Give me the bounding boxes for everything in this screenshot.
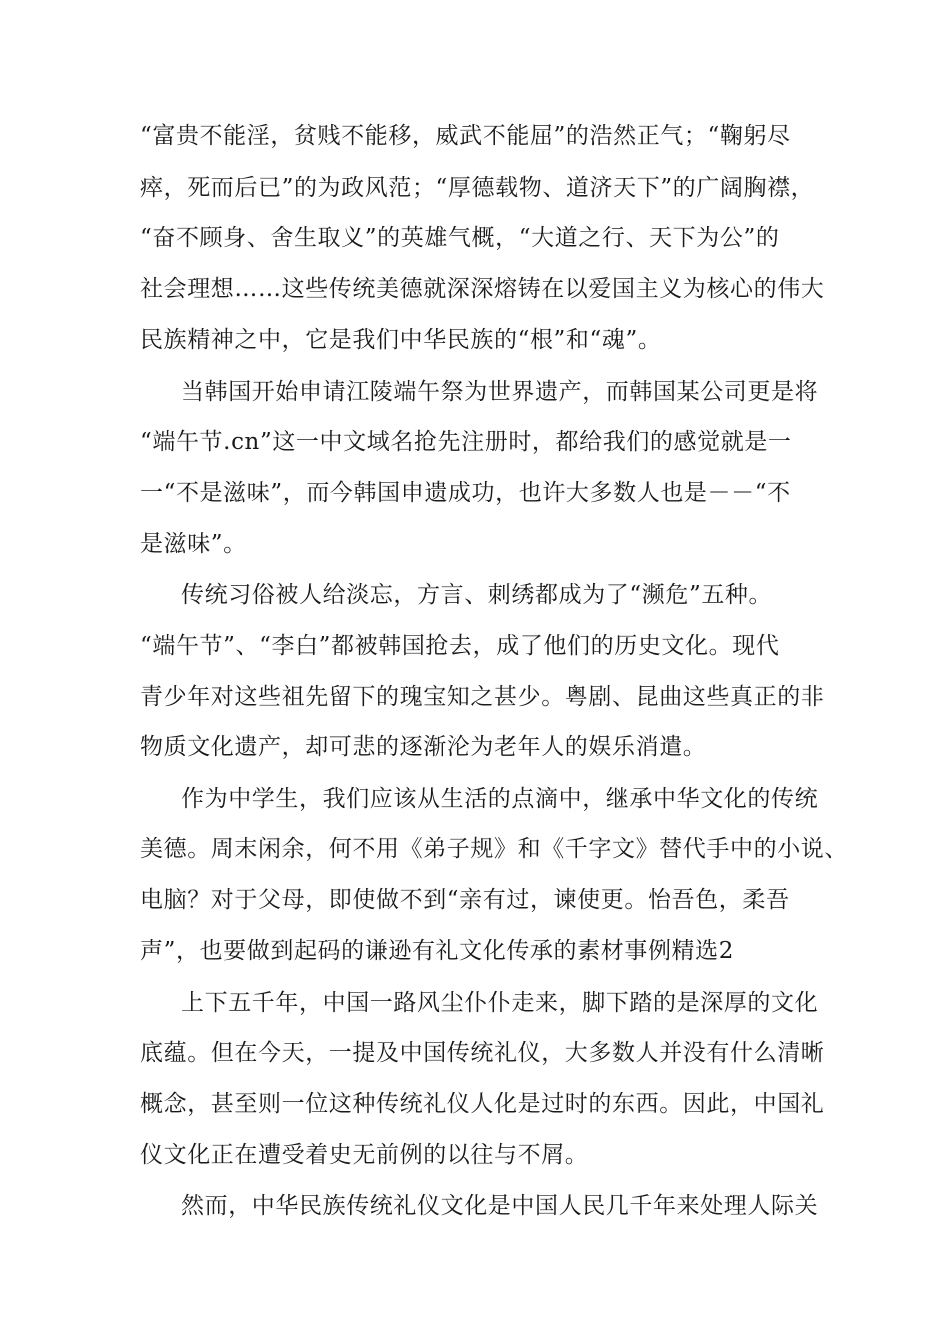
text-line: 美德。周末闲余，何不用《弟子规》和《千字文》替代手中的小说、 (140, 836, 848, 862)
text-line: 青少年对这些祖先留下的瑰宝知之甚少。粤剧、昆曲这些真正的非 (140, 684, 825, 710)
text-line: 物质文化遗产，却可悲的逐渐沦为老年人的娱乐消遣。 (140, 734, 707, 760)
paragraph-first-line: 当韩国开始申请江陵端午祭为世界遗产，而韩国某公司更是将 (181, 379, 819, 405)
text-line: 民族精神之中，它是我们中华民族的“根”和“魂”。 (140, 327, 662, 353)
text-line: 声”，也要做到起码的谦逊有礼文化传承的素材事例精选2 (140, 938, 734, 964)
text-line: “富贵不能淫，贫贱不能移，威武不能屈”的浩然正气；“鞠躬尽 (140, 123, 791, 149)
text-line: 电脑？对于父母，即使做不到“亲有过，谏使更。怡吾色，柔吾 (140, 887, 790, 913)
text-line: 是滋味”。 (140, 531, 247, 557)
paragraph-first-line: 上下五千年，中国一路风尘仆仆走来，脚下踏的是深厚的文化 (181, 990, 819, 1016)
text-line: “奋不顾身、舍生取义”的英雄气概，“大道之行、天下为公”的 (140, 225, 780, 251)
paragraph-first-line: 然而，中华民族传统礼仪文化是中国人民几千年来处理人际关 (181, 1193, 819, 1219)
text-line: 一“不是滋味”，而今韩国申遗成功，也许大多数人也是－－“不 (140, 480, 791, 506)
paragraph-first-line: 作为中学生，我们应该从生活的点滴中，继承中华文化的传统 (181, 786, 819, 812)
paragraph-first-line: 传统习俗被人给淡忘，方言、刺绣都成为了“濒危”五种。 (181, 582, 773, 608)
text-line: “端午节”、“李白”都被韩国抢去，成了他们的历史文化。现代 (140, 633, 780, 659)
text-line: 社会理想……这些传统美德就深深熔铸在以爱国主义为核心的伟大 (140, 276, 825, 302)
text-line: 仪文化正在遭受着史无前例的以往与不屑。 (140, 1142, 589, 1168)
text-line: 概念，甚至则一位这种传统礼仪人化是过时的东西。因此，中国礼 (140, 1091, 825, 1117)
text-line: “端午节.cn”这一中文域名抢先注册时，都给我们的感觉就是一 (140, 429, 792, 455)
text-line: 瘁，死而后已”的为政风范；“厚德载物、道济天下”的广阔胸襟， (140, 175, 815, 201)
text-line: 底蕴。但在今天，一提及中国传统礼仪，大多数人并没有什么清晰 (140, 1040, 825, 1066)
